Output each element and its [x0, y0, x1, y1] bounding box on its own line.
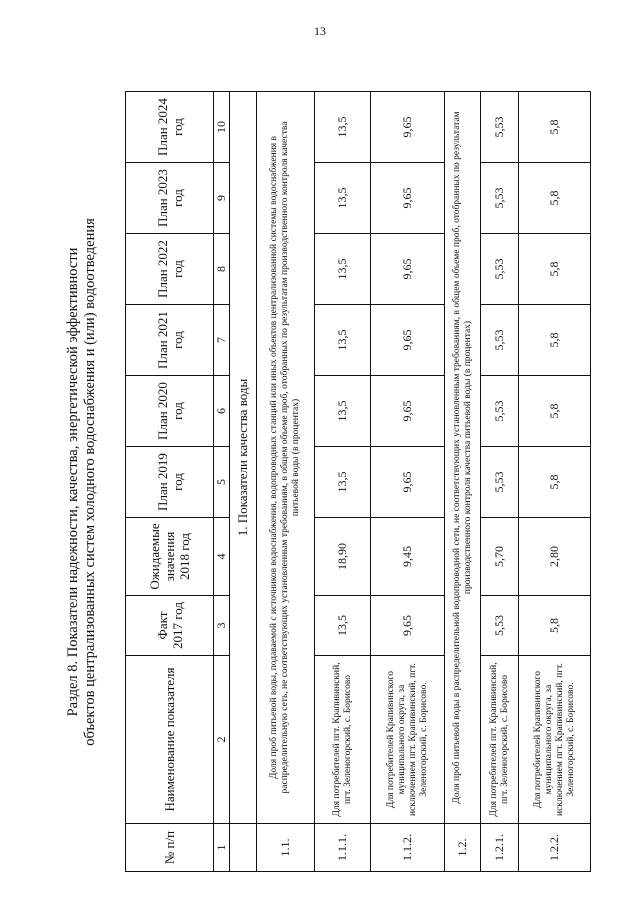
value-cell: 9,45 [371, 518, 445, 596]
value-cell: 5,53 [481, 376, 519, 447]
value-cell: 5,70 [481, 518, 519, 596]
header-plan-2024: План 2024 год [126, 92, 214, 163]
value-cell: 9,65 [371, 376, 445, 447]
index-cell: 5 [214, 447, 230, 518]
index-cell: 6 [214, 376, 230, 447]
value-cell: 13,5 [315, 376, 371, 447]
indicator-name: Для потребителей Крапивинского муниципального округа, за исключением пгт. Крапивинский, пгт. Зеленогорский, с. Борисово. [519, 656, 591, 824]
index-cell: 10 [214, 92, 230, 163]
header-name: Наименование показателя [126, 656, 214, 824]
indicator-name: Для потребителей пгт. Крапивинский, пгт. Зеленогорский, с. Борисово [315, 656, 371, 824]
value-cell: 13,5 [315, 596, 371, 656]
index-cell: 8 [214, 234, 230, 305]
header-plan-2023: План 2023 год [126, 163, 214, 234]
header-expected-2018: Ожидаемые значения 2018 год [126, 518, 214, 596]
row-number: 1.1.2. [371, 824, 445, 872]
value-cell: 9,65 [371, 596, 445, 656]
header-plan-2022: План 2022 год [126, 234, 214, 305]
group-row-1-2 [445, 92, 481, 872]
group-description: Доля проб питьевой воды в распределительной водопроводной сети, не соответствующих установленным требованиям, в общем объеме проб, отобранных по результатам производственного контроля качества питьевой воды (в процентах) [445, 92, 481, 824]
value-cell: 9,65 [371, 234, 445, 305]
header-fact-2017: Факт 2017 год [126, 596, 214, 656]
value-cell: 5,53 [481, 596, 519, 656]
section-header-row [230, 92, 257, 872]
value-cell: 9,65 [371, 92, 445, 163]
value-cell: 5,53 [481, 447, 519, 518]
indicator-name: Для потребителей пгт. Крапивинский, пгт. Зеленогорский, с. Борисово [481, 656, 519, 824]
value-cell: 13,5 [315, 447, 371, 518]
row-number: 1.1.1. [315, 824, 371, 872]
value-cell: 18,90 [315, 518, 371, 596]
value-cell: 5,8 [519, 447, 591, 518]
index-cell: 7 [214, 305, 230, 376]
value-cell: 13,5 [315, 163, 371, 234]
value-cell: 9,65 [371, 163, 445, 234]
section-title [65, 92, 117, 872]
value-cell: 5,53 [481, 92, 519, 163]
header-num: № п/п [126, 824, 214, 872]
table-row-1-1-2 [371, 92, 445, 872]
value-cell: 13,5 [315, 234, 371, 305]
value-cell: 2,80 [519, 518, 591, 596]
index-cell: 3 [214, 596, 230, 656]
value-cell: 5,53 [481, 234, 519, 305]
row-number: 1.1. [257, 824, 315, 872]
value-cell: 9,65 [371, 447, 445, 518]
header-row [126, 92, 214, 872]
value-cell: 5,53 [481, 163, 519, 234]
index-row [214, 92, 230, 872]
value-cell: 5,53 [481, 305, 519, 376]
table-row-1-1-1 [315, 92, 371, 872]
value-cell: 13,5 [315, 92, 371, 163]
row-number: 1.2.1. [481, 824, 519, 872]
section-title-cell: 1. Показатели качества воды [230, 92, 257, 824]
page-number: 13 [314, 24, 326, 38]
title-line-1: Раздел 8. Показатели надежности, качества, энергетической эффективности [65, 247, 81, 717]
value-cell: 5,8 [519, 163, 591, 234]
index-cell: 1 [214, 824, 230, 872]
index-cell: 9 [214, 163, 230, 234]
value-cell: 9,65 [371, 305, 445, 376]
row-number: 1.2. [445, 824, 481, 872]
header-plan-2020: План 2020 год [126, 376, 214, 447]
row-number: 1.2.2. [519, 824, 591, 872]
group-description: Доля проб питьевой воды, подаваемой с источников водоснабжения, водопроводных станций или иных объектов централизованной системы водоснабжения в распределительную сеть, не соответствующих установленным требованиям, в общем объеме проб, отобранных по результатам производственного контроля качества питьевой воды (в процентах) [257, 92, 315, 824]
header-plan-2019: План 2019 год [126, 447, 214, 518]
header-plan-2021: План 2021 год [126, 305, 214, 376]
indicator-name: Для потребителей Крапивинского муниципального округа, за исключением пгт. Крапивинский, пгт. Зеленогорский, с. Борисово. [371, 656, 445, 824]
rotated-page-content [65, 92, 605, 872]
index-cell: 2 [214, 656, 230, 824]
table-row-1-2-2 [519, 92, 591, 872]
table-row-1-2-1 [481, 92, 519, 872]
value-cell: 5,8 [519, 234, 591, 305]
value-cell: 5,8 [519, 92, 591, 163]
value-cell: 5,8 [519, 376, 591, 447]
indicators-table [125, 91, 591, 872]
index-cell: 4 [214, 518, 230, 596]
value-cell: 5,8 [519, 305, 591, 376]
value-cell: 5,8 [519, 596, 591, 656]
title-line-2: объектов централизованных систем холодного водоснабжения и (или) водоотведения [82, 218, 98, 746]
group-row-1-1 [257, 92, 315, 872]
value-cell: 13,5 [315, 305, 371, 376]
